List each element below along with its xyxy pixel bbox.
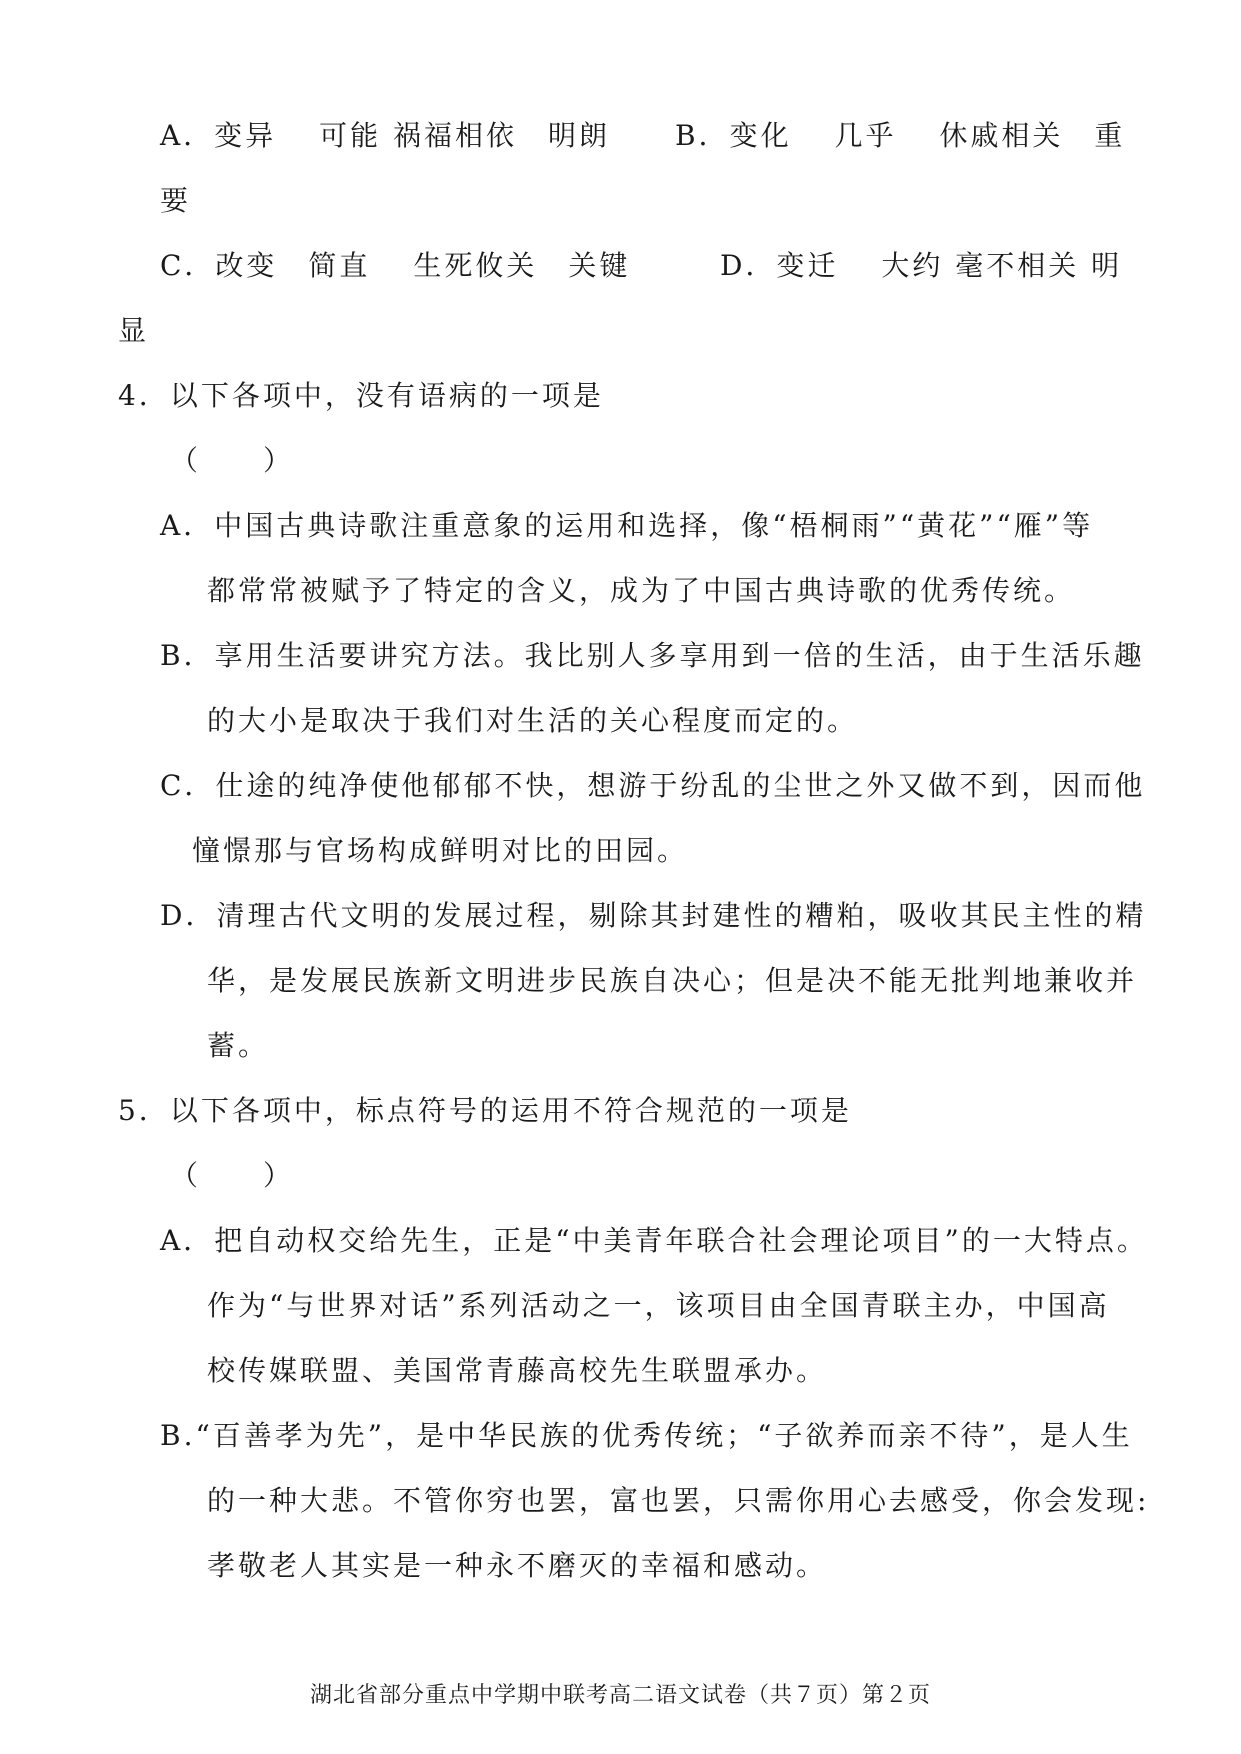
q3-option-d-continued: 显 [118,314,150,347]
q5-option-b-line2: 的一种大悲。不管你穷也罢，富也罢，只需你用心去感受，你会发现: [207,1484,1150,1517]
q4-option-a-line1: A．中国古典诗歌注重意象的运用和选择，像“梧桐雨”“黄花”“雁”等 [160,509,1094,542]
q5-option-a-line3: 校传媒联盟、美国常青藤高校先生联盟承办。 [207,1354,828,1387]
page-footer: 湖北省部分重点中学期中联考高二语文试卷（共７页）第２页 [309,1683,931,1708]
q3-option-b: B．变化 几乎 休戚相关 重 [675,119,1126,152]
q5-option-a-line1: A．把自动权交给先生，正是“中美青年联合社会理论项目”的一大特点。 [160,1224,1148,1257]
q4-option-c-line2: 憧憬那与官场构成鲜明对比的田园。 [192,834,689,867]
q4-answer-bracket: （ ） [170,444,295,477]
q3-option-d: D．变迁 大约 毫不相关 明 [720,249,1123,282]
q5-option-b-line1: B.“百善孝为先”，是中华民族的优秀传统；“子欲养而亲不待”，是人生 [160,1419,1133,1452]
q4-stem: 4．以下各项中，没有语病的一项是 [118,379,604,412]
q3-option-c: C．改变 简直 生死攸关 关键 [160,249,631,282]
q4-option-a-line2: 都常常被赋予了特定的含义，成为了中国古典诗歌的优秀传统。 [207,574,1076,607]
q4-option-d-line1: D．清理古代文明的发展过程，剔除其封建性的糟粕，吸收其民主性的精 [160,899,1147,932]
q3-option-a: A．变异 可能 祸福相依 明朗 [160,119,611,152]
q4-option-c-line1: C．仕途的纯净使他郁郁不快，想游于纷乱的尘世之外又做不到，因而他 [160,769,1146,802]
q4-option-b-line2: 的大小是取决于我们对生活的关心程度而定的。 [207,704,859,737]
q5-option-b-line3: 孝敬老人其实是一种永不磨灭的幸福和感动。 [207,1549,828,1582]
q5-stem: 5．以下各项中，标点符号的运用不符合规范的一项是 [118,1094,852,1127]
q5-option-a-line2: 作为“与世界对话”系列活动之一，该项目由全国青联主办，中国高 [207,1289,1110,1322]
q4-option-b-line1: B．享用生活要讲究方法。我比别人多享用到一倍的生活，由于生活乐趣 [160,639,1145,672]
q4-option-d-line2: 华，是发展民族新文明进步民族自决心；但是决不能无批判地兼收并 [207,964,1138,997]
q3-option-b-continued: 要 [160,184,192,217]
q5-answer-bracket: （ ） [170,1159,295,1192]
q4-option-d-line3: 蓄。 [207,1029,270,1062]
